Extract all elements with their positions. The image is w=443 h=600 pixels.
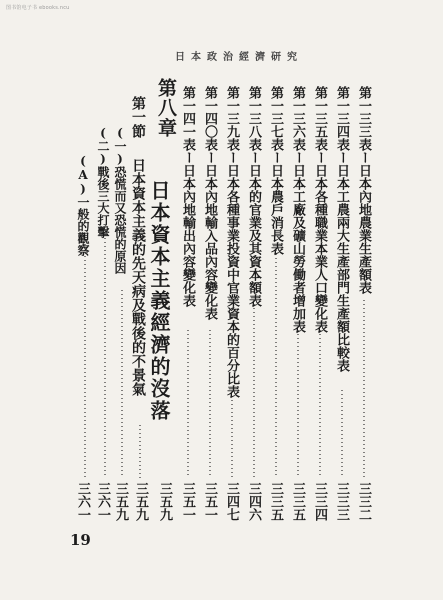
chapter-title: 日本資本主義經濟的沒落 [147, 180, 171, 422]
running-head-char: 究 [287, 52, 297, 63]
subsection-title: (一)恐慌而又恐慌的原因 [113, 126, 127, 274]
toc-entry [225, 86, 238, 526]
section-page: 三五九 [133, 482, 148, 521]
toc-entry [291, 86, 304, 526]
toc-entry-text: 第一三四表ー日本工農兩大生產部門生產額比較表 [334, 86, 349, 372]
toc-entry-page: 三三五 [268, 482, 283, 521]
toc-entry-page: 三四七 [224, 482, 239, 521]
subsection-title: (A)一般的觀察 [76, 154, 90, 256]
toc-entry-text: 第一三五表ー日本各種職業本業人口變化表 [312, 86, 327, 333]
toc-entry-text: 第一三三表ー日本內地農業生產額表 [356, 86, 371, 294]
toc-entry-page: 三三三 [334, 482, 349, 521]
toc-entry-page: 三三五 [290, 482, 305, 521]
toc-entry [181, 86, 194, 526]
toc-entry-text: 第一四一表ー日本內地輸出內容變化表 [180, 86, 195, 307]
chapter-page: 三五九 [157, 482, 172, 521]
section-title: 日本資本主義的先天病及戰後的不景氣 [130, 158, 146, 396]
running-head-char: 日 [175, 52, 185, 63]
running-head [175, 48, 297, 63]
running-head-char: 經 [239, 52, 249, 63]
toc-entry-page: 三五一 [202, 482, 217, 521]
page-number: 19 [70, 531, 91, 549]
toc-entry [335, 86, 348, 526]
toc-entry [269, 86, 282, 526]
toc-entry-page: 三五一 [180, 482, 195, 521]
toc-entry [247, 86, 260, 526]
toc-entry [203, 86, 216, 526]
toc-entry-text: 第一三六表ー日本工廠及礦山勞働者增加表 [290, 86, 305, 333]
toc-entry-page: 三三四 [312, 482, 327, 521]
toc-entry-text: 第一三八表ー日本的官業及其資本額表 [246, 86, 261, 307]
running-head-char: 治 [223, 52, 233, 63]
toc-entry-text: 第一三七表ー日本農戶消長表 [268, 86, 283, 255]
running-head-char: 研 [271, 52, 281, 63]
subsection-title: (二)戰後三大打擊 [96, 126, 110, 238]
running-head-char: 本 [191, 52, 201, 63]
toc-entry-text: 第一四〇表ー日本內地輸入品內容變化表 [202, 86, 217, 320]
toc-entry [313, 86, 326, 526]
running-head-char: 濟 [255, 52, 265, 63]
chapter-label: 第八章 [155, 78, 177, 138]
subsection-page: 三六一 [95, 482, 110, 521]
section-label: 第一節 [130, 96, 146, 138]
toc-entry-page: 三三二 [356, 482, 371, 521]
toc-entry-text: 第一三九表ー日本各種事業投資中官業資本的百分比表 [224, 86, 239, 398]
subsection-page: 三五九 [113, 482, 128, 521]
subsection-page: 三六一 [75, 482, 90, 521]
watermark: 图书馆电子书 ebooks.ncu [6, 5, 70, 11]
toc-entry [357, 86, 370, 526]
toc-entry-page: 三四六 [246, 482, 261, 521]
running-head-char: 政 [207, 52, 217, 63]
